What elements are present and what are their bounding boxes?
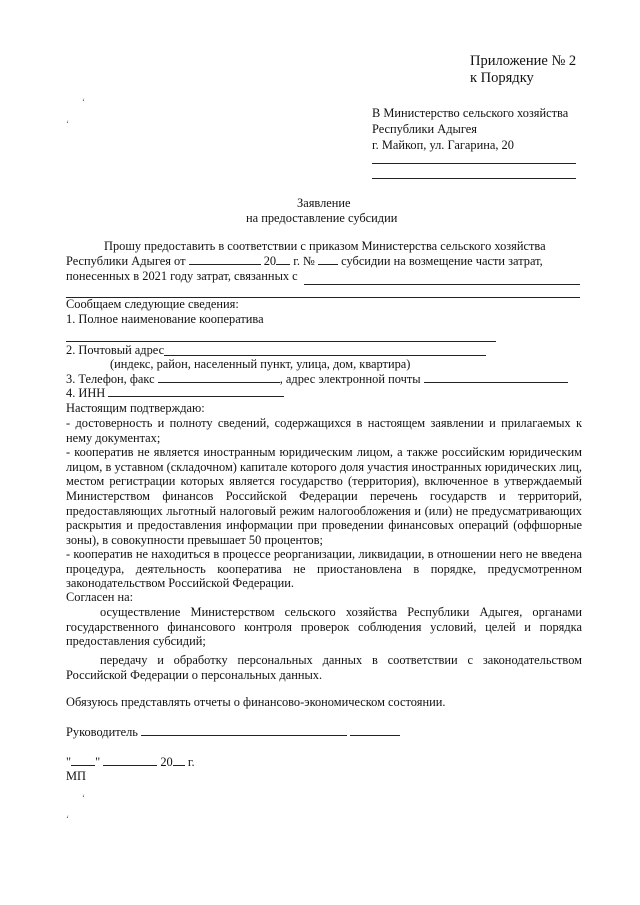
addressee-line-2: Республики Адыгея bbox=[372, 122, 477, 136]
year-blank[interactable] bbox=[173, 765, 185, 766]
addressee-line-1: В Министерство сельского хозяйства bbox=[372, 106, 569, 120]
quote-close: " bbox=[95, 755, 101, 769]
signature-year: 20 bbox=[160, 755, 173, 769]
signature-sign-blank[interactable] bbox=[350, 735, 400, 736]
inn-blank[interactable] bbox=[108, 396, 284, 397]
month-blank[interactable] bbox=[103, 765, 157, 766]
addressee-line-3: г. Майкоп, ул. Гагарина, 20 bbox=[372, 138, 514, 152]
signature-line bbox=[66, 725, 400, 740]
quote-open: " bbox=[66, 755, 72, 769]
request-line-1: Прошу предоставить в соответствии с приказом Министерства сельского хозяйства bbox=[104, 239, 546, 253]
info-item-cooperative-name: 1. Полное наименование кооператива bbox=[66, 312, 264, 326]
consent-inspection: осуществление Министерством сельского хозяйства Республики Адыгея, органами государственного финансового контроля проверок соблюдения условий, целей и порядка предоставления субсидий; bbox=[66, 605, 582, 649]
request-line-3: понесенных в 2021 году затрат, связанных с bbox=[66, 269, 298, 283]
signature-date-line bbox=[66, 755, 195, 770]
confirm-intro: Настоящим подтверждаю: bbox=[66, 401, 205, 415]
email-label: , адрес электронной почты bbox=[279, 372, 421, 386]
phone-fax-blank[interactable] bbox=[158, 382, 280, 383]
postal-address-hint: (индекс, район, населенный пункт, улица, дом, квартира) bbox=[110, 357, 411, 371]
info-item-phone-fax bbox=[66, 372, 568, 387]
stamp-place: МП bbox=[66, 769, 86, 783]
scan-mark: ‘ bbox=[82, 97, 85, 107]
document-subtitle: на предоставление субсидии bbox=[246, 211, 398, 225]
postal-address-blank[interactable] bbox=[164, 354, 486, 356]
confirm-bullet-accuracy: - достоверность и полноту сведений, содержащихся в настоящем заявлении и прилагаемых к нему документах; bbox=[66, 416, 582, 445]
confirm-bullet-no-reorganization: - кооператив не находиться в процессе реорганизации, ликвидации, в отношении него не введена процедура, деятельность кооператива не приостановлена в порядке, предусмотренном законодательством Российской Федерации. bbox=[66, 547, 582, 591]
order-year-blank[interactable] bbox=[276, 264, 290, 265]
request-year: 20 bbox=[263, 254, 277, 268]
info-item-inn bbox=[66, 386, 284, 401]
request-number-prefix: г. № bbox=[293, 254, 315, 268]
signature-head-label: Руководитель bbox=[66, 725, 138, 739]
costs-description-blank-1[interactable] bbox=[304, 283, 580, 285]
document-title: Заявление bbox=[297, 196, 351, 210]
info-intro: Сообщаем следующие сведения: bbox=[66, 297, 239, 311]
phone-fax-label: 3. Телефон, факс bbox=[66, 372, 155, 386]
email-blank[interactable] bbox=[424, 382, 568, 383]
request-purpose: субсидии на возмещение части затрат, bbox=[341, 254, 543, 268]
addressee-blank-2[interactable] bbox=[372, 177, 576, 179]
cooperative-name-blank[interactable] bbox=[66, 340, 496, 342]
appendix-reference: к Порядку bbox=[470, 70, 534, 86]
addressee-blank-1[interactable] bbox=[372, 162, 576, 164]
request-date-prefix: Республики Адыгея от bbox=[66, 254, 186, 268]
obligation-statement: Обязуюсь представлять отчеты о финансово-экономическом состоянии. bbox=[66, 695, 446, 709]
order-number-blank[interactable] bbox=[318, 264, 338, 265]
inn-label: 4. ИНН bbox=[66, 386, 106, 400]
day-blank[interactable] bbox=[71, 765, 95, 766]
consent-intro: Согласен на: bbox=[66, 590, 134, 604]
scan-mark: ‘ bbox=[66, 814, 69, 824]
request-line-2 bbox=[66, 254, 543, 269]
appendix-number: Приложение № 2 bbox=[470, 53, 577, 69]
scan-mark: ‘ bbox=[82, 793, 85, 803]
scan-mark: ‘ bbox=[66, 119, 69, 129]
order-date-blank[interactable] bbox=[189, 264, 261, 265]
signature-name-blank[interactable] bbox=[141, 735, 347, 736]
signature-year-suffix: г. bbox=[187, 755, 195, 769]
confirm-bullet-not-foreign: - кооператив не является иностранным юридическим лицом, а также российским юридическим лицом, в уставном (складочном) капитале которого доля участия иностранных юридических лиц, местом регистрации которых является государство (территория), включенное в утверждаемый Министерством финансов Российской Федерации перечень государств и территорий, предоставляющих льготный налоговый режим налогообложения и (или) не предусматривающих раскрытия и предоставления информации при проведении финансовых операций (оффшорные зоны), в совокупности превышает 50 процентов; bbox=[66, 445, 582, 547]
consent-personal-data: передачу и обработку персональных данных в соответствии с законодательством Российской Федерации о персональных данных. bbox=[66, 653, 582, 682]
info-item-postal-address: 2. Почтовый адрес bbox=[66, 343, 165, 357]
